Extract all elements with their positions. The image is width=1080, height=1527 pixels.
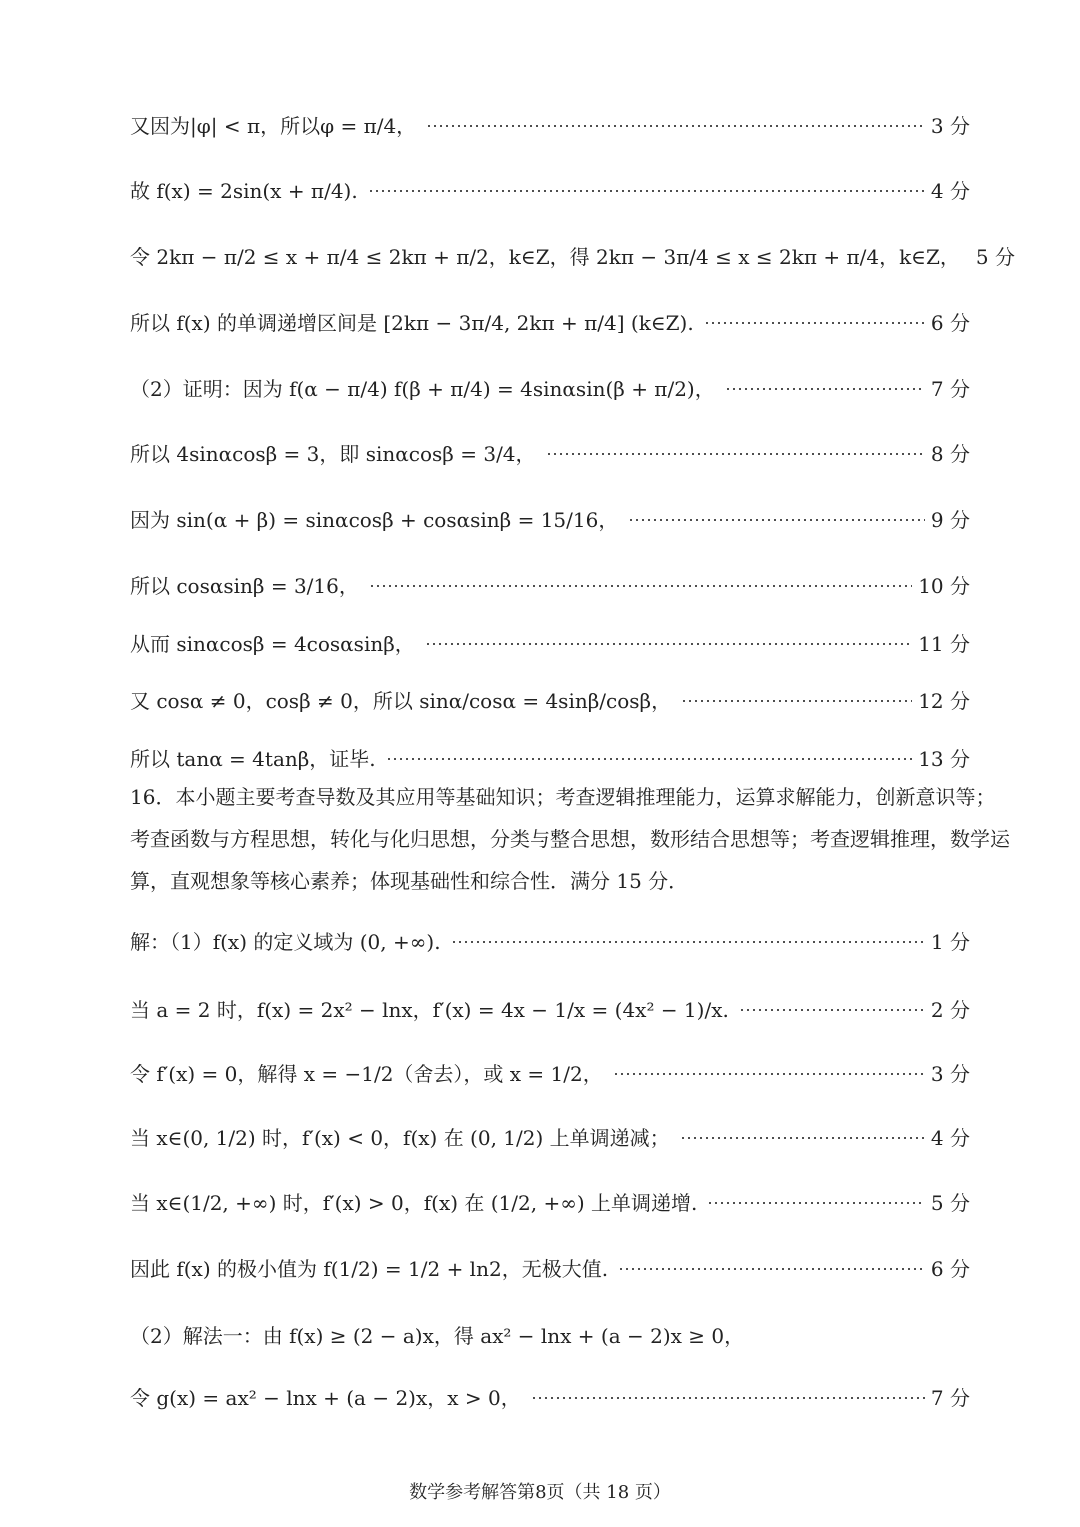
line-text: 所以 f(x) 的单调递增区间是 [2kπ − 3π/4, 2kπ + π/4] (k∈Z). [130,311,694,335]
line-text: 因此 f(x) 的极小值为 f(1/2) = 1/2 + ln2，无极大值. [130,1257,609,1281]
dot-leader [618,1268,925,1270]
score-label: 2 分 [930,998,970,1022]
dot-leader [704,322,925,324]
solution-line [130,1384,970,1412]
score-label: 10 分 [918,574,970,598]
line-text: （2）证明：因为 f(α − π/4) f(β + π/4) = 4sinαsin(β + π/2)， [130,377,715,401]
score-label: 3 分 [930,114,970,138]
score-label: 13 分 [918,747,970,771]
line-text: 从而 sinαcosβ = 4cosαsinβ， [130,632,415,656]
line-text: 令 f′(x) = 0，解得 x = −1/2（舍去），或 x = 1/2， [130,1062,603,1086]
dot-leader [451,941,925,943]
solution-line [130,630,970,658]
solution-line [130,506,970,534]
dot-leader [426,125,925,127]
score-label: 7 分 [930,1386,970,1410]
solution-line [130,309,970,337]
score-label: 6 分 [930,1257,970,1281]
page-footer: 数学参考解答第8页（共 18 页） [409,1482,671,1503]
dot-leader [386,758,913,760]
dot-leader [369,585,912,587]
score-label: 7 分 [930,377,970,401]
solution-line [130,996,970,1024]
solution-line [130,1189,970,1217]
dot-leader [628,519,925,521]
line-text: 当 x∈(0, 1/2) 时，f′(x) < 0，f(x) 在 (0, 1/2) 上单调递减； [130,1126,670,1150]
line-text: 当 x∈(1/2, +∞) 时，f′(x) > 0，f(x) 在 (1/2, +∞) 上单调递增. [130,1191,698,1215]
score-label: 12 分 [918,689,970,713]
line-text: 故 f(x) = 2sin(x + π/4). [130,179,358,203]
dot-leader [546,453,925,455]
score-label: 9 分 [930,508,970,532]
line-text: 又 cosα ≠ 0，cosβ ≠ 0，所以 sinα/cosα = 4sinβ/cosβ， [130,689,672,713]
dot-leader [613,1073,925,1075]
solution-line [130,243,1015,271]
line-text: 因为 sin(α + β) = sinαcosβ + cosαsinβ = 15/16， [130,508,619,532]
solution-line [130,745,970,773]
score-label: 3 分 [930,1062,970,1086]
line-text: 令 2kπ − π/2 ≤ x + π/4 ≤ 2kπ + π/2，k∈Z，得 2kπ − 3π/4 ≤ x ≤ 2kπ + π/4，k∈Z， [130,245,960,269]
solution-line [130,375,970,403]
solution-line [130,1060,970,1088]
solution-line [130,687,970,715]
solution-line [130,1124,970,1152]
part-2-intro-line [130,1322,970,1350]
score-label: 5 分 [975,245,1015,269]
score-label: 8 分 [930,442,970,466]
line-text: 所以 tanα = 4tanβ，证毕. [130,747,376,771]
line-text: 令 g(x) = ax² − lnx + (a − 2)x，x > 0， [130,1386,521,1410]
score-label: 11 分 [918,632,970,656]
dot-leader [739,1009,925,1011]
dot-leader [531,1397,925,1399]
score-label: 6 分 [930,311,970,335]
line-text: 又因为|φ| < π，所以φ = π/4， [130,114,417,138]
line-text: （2）解法一：由 f(x) ≥ (2 − a)x，得 ax² − lnx + (a − 2)x ≥ 0， [130,1324,745,1348]
solution-line [130,177,970,205]
line-text: 所以 cosαsinβ = 3/16， [130,574,359,598]
solution-line [130,440,970,468]
dot-leader [681,700,912,702]
dot-leader [680,1137,925,1139]
dot-leader [368,190,925,192]
solution-line [130,572,970,600]
problem-16-intro: 16．本小题主要考查导数及其应用等基础知识；考查逻辑推理能力，运算求解能力，创新意识等；考查函数与方程思想，转化与化归思想，分类与整合思想，数形结合思想等；考查逻辑推理，数学运算，直观想象等核心素养；体现基础性和综合性．满分 15 分． [130,785,1010,893]
solution-line [130,928,970,956]
line-text: 当 a = 2 时，f(x) = 2x² − lnx，f′(x) = 4x − 1/x = (4x² − 1)/x. [130,998,729,1022]
dot-leader [725,388,925,390]
score-label: 1 分 [930,930,970,954]
score-label: 5 分 [930,1191,970,1215]
dot-leader [707,1202,925,1204]
dot-leader [425,643,912,645]
line-text: 解：（1）f(x) 的定义域为 (0, +∞). [130,930,441,954]
line-text: 所以 4sinαcosβ = 3，即 sinαcosβ = 3/4， [130,442,536,466]
solution-line [130,112,970,140]
score-label: 4 分 [930,1126,970,1150]
solution-line [130,1255,970,1283]
score-label: 4 分 [930,179,970,203]
